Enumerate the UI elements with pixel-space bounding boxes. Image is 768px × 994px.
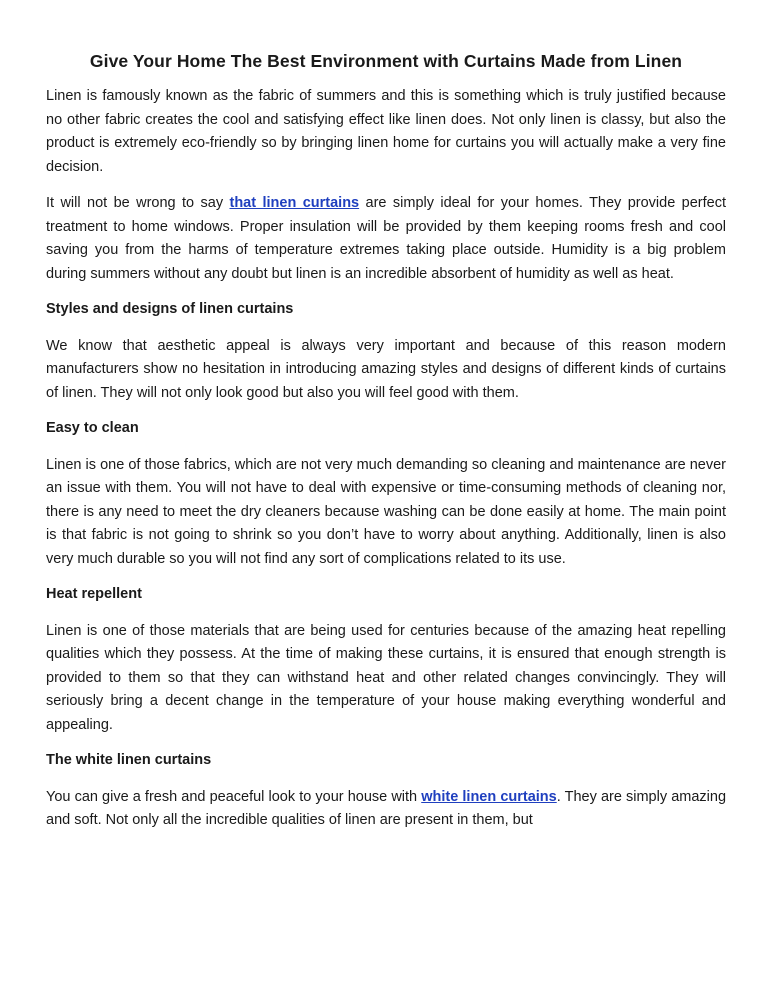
section-body-easy-to-clean: Linen is one of those fabrics, which are not very much demanding so cleaning and maintenance are never an issue with them. You will not have to deal with expensive or time-consuming methods of cleaning nor, there is any need to meet the dry cleaners because washing can be done easily at home. The main point is that fabric is not going to shrink so you don’t have to worry about anything. Additionally, linen is also very much durable so you will not find any sort of complications related to its use. [46, 456, 726, 567]
section-body-heat-repellent: Linen is one of those materials that are being used for centuries because of the amazing heat repelling qualities which they possess. At the time of making these curtains, it is ensured that enough strength is provided to them so that they can withstand heat and other related changes convincingly. They will seriously bring a decent change in the temperature of your house making everything wonderful and appealing. [46, 622, 726, 733]
paragraph-ideal-for-homes [46, 192, 726, 286]
paragraph-text: It will not be wrong to say [46, 195, 230, 211]
section-heading-heat-repellent: Heat repellent [46, 586, 142, 602]
paragraph-text: are simply ideal for your homes. They provide perfect treatment to home windows. Proper insulation will be provided by them keeping rooms fresh and cool saving you from the harms of temperature extremes taking place outside. Humidity is a big problem during summers without any doubt but linen is an incredible absorbent of humidity as well as heat. [46, 195, 726, 282]
paragraph-text: . They are simply amazing and soft. Not only all the incredible qualities of linen are present in them, but [46, 788, 727, 828]
document-page [46, 0, 726, 833]
section-heading-styles: Styles and designs of linen curtains [46, 301, 294, 317]
section-heading-easy-to-clean: Easy to clean [46, 420, 139, 436]
section-heading-white-linen: The white linen curtains [46, 752, 212, 768]
section-body-styles: We know that aesthetic appeal is always very important and because of this reason modern manufacturers show no hesitation in introducing amazing styles and designs of different kinds of curtains of linen. They will not only look good but also you will feel good with them. [46, 337, 726, 401]
white-linen-curtains-link[interactable]: white linen curtains [421, 788, 557, 805]
document-title: Give Your Home The Best Environment with Curtains Made from Linen [89, 51, 683, 71]
intro-paragraph: Linen is famously known as the fabric of summers and this is something which is truly justified because no other fabric creates the cool and satisfying effect like linen does. Not only linen is classy, but also the product is extremely eco-friendly so by bringing linen home for curtains you will actually make a very fine decision. [46, 88, 726, 175]
section-body-white-linen [46, 786, 726, 833]
that-linen-curtains-link[interactable]: that linen curtains [229, 195, 360, 211]
paragraph-text: You can give a fresh and peaceful look to your house with [46, 788, 422, 805]
